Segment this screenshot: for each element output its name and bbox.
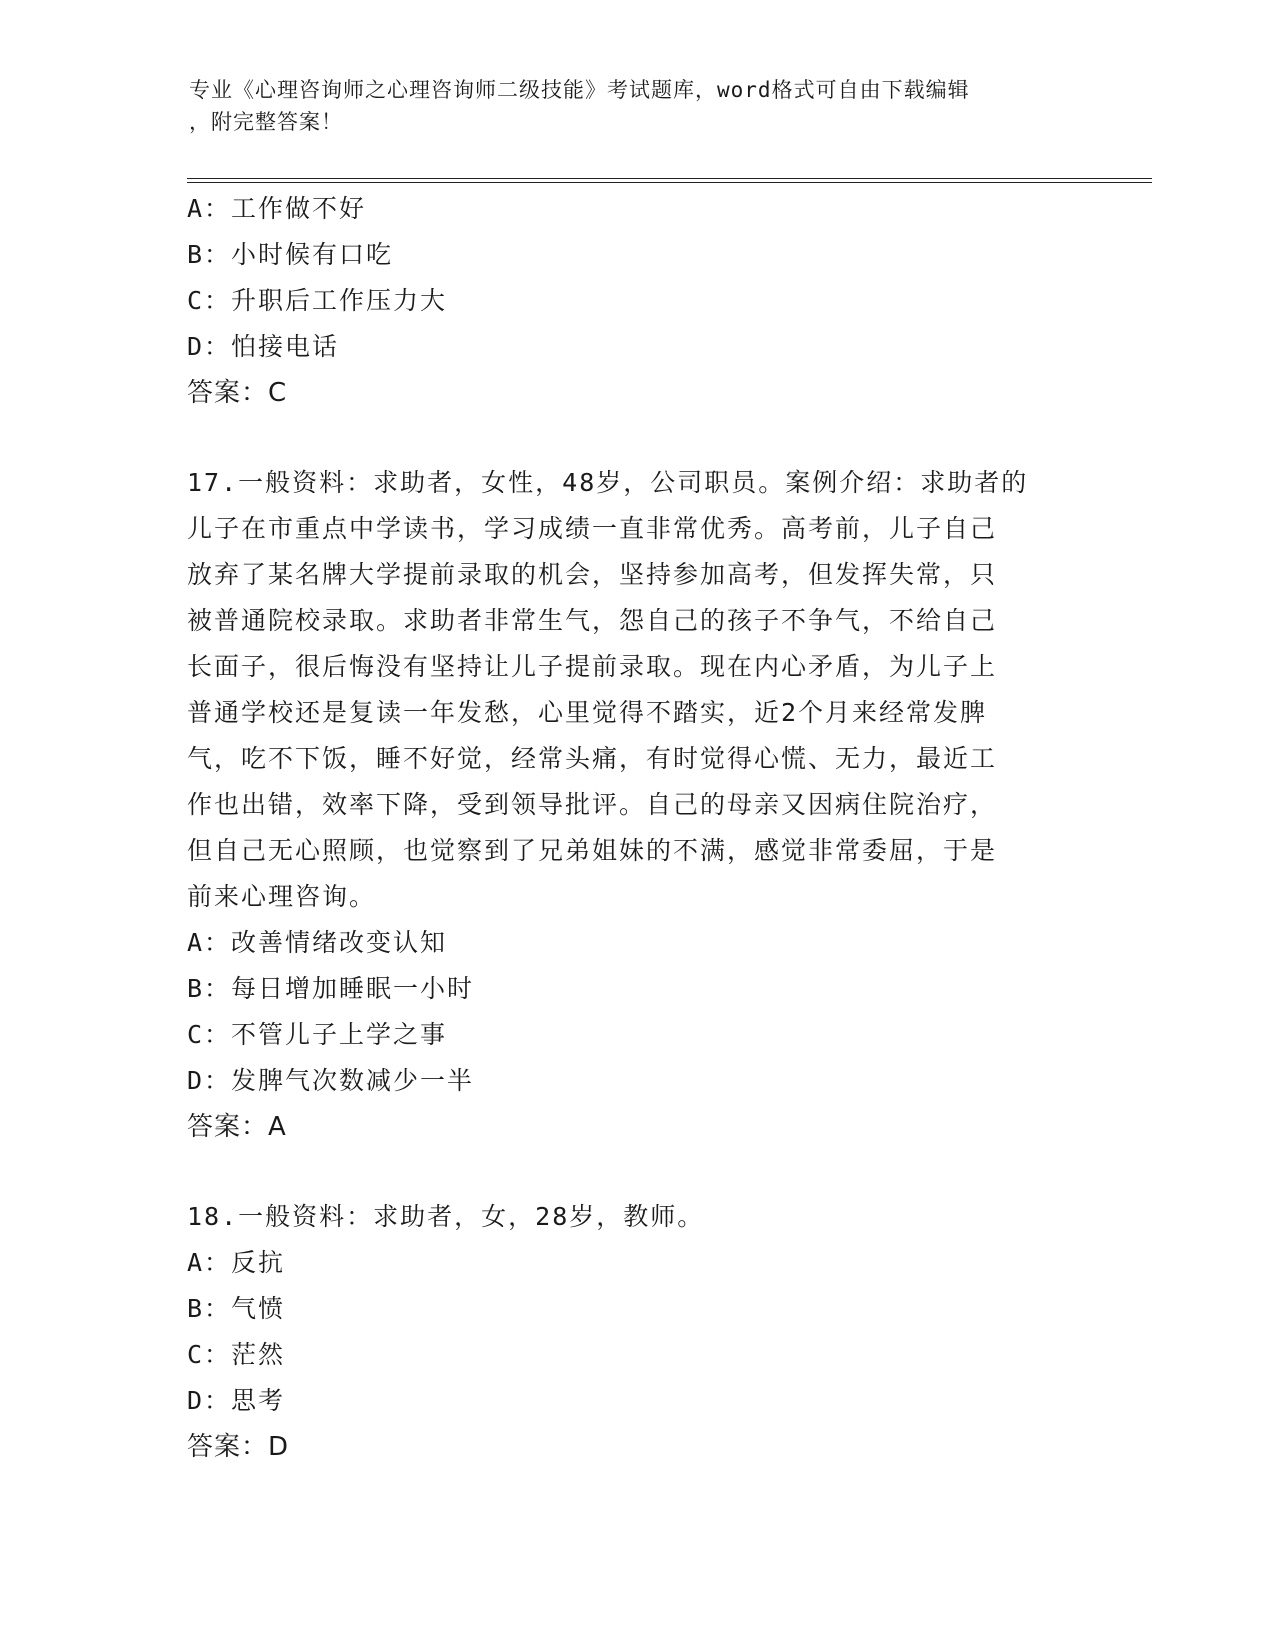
question-content [187, 186, 1087, 1470]
stem-line: 气，吃不下饭，睡不好觉，经常头痛，有时觉得心慌、无力，最近工 [187, 744, 998, 773]
option-b: B：小时候有口吃 [187, 240, 394, 269]
question-17-stem [187, 460, 1087, 920]
stem-line: 普通学校还是复读一年发愁，心里觉得不踏实，近2个月来经常发脾 [187, 698, 988, 727]
option-a: A：工作做不好 [187, 194, 367, 223]
stem-line: 放弃了某名牌大学提前录取的机会，坚持参加高考，但发挥失常，只 [187, 560, 998, 589]
option-d: D：怕接电话 [187, 332, 340, 361]
stem-line: 但自己无心照顾，也觉察到了兄弟姐妹的不满，感觉非常委屈，于是 [187, 836, 998, 865]
stem-line: 被普通院校录取。求助者非常生气，怨自己的孩子不争气，不给自己 [187, 606, 998, 635]
stem-line: 前来心理咨询。 [187, 882, 377, 911]
option-d: D：发脾气次数减少一半 [187, 1066, 475, 1095]
question-18-stem [187, 1194, 1087, 1240]
option-a: A：反抗 [187, 1248, 286, 1277]
header-line-2: ，附完整答案！ [189, 110, 343, 134]
option-a: A：改善情绪改变认知 [187, 928, 448, 957]
question-17-answer: 答案：A [187, 1112, 287, 1142]
document-header [189, 74, 1069, 138]
question-18-options [187, 1240, 1087, 1424]
option-b: B：气愤 [187, 1294, 286, 1323]
stem-line: 17.一般资料：求助者，女性，48岁，公司职员。案例介绍：求助者的 [187, 468, 1029, 497]
option-d: D：思考 [187, 1386, 286, 1415]
option-c: C：茫然 [187, 1340, 286, 1369]
stem-line: 作也出错，效率下降，受到领导批评。自己的母亲又因病住院治疗， [187, 790, 998, 819]
question-17-options [187, 920, 1087, 1104]
option-c: C：不管儿子上学之事 [187, 1020, 448, 1049]
header-line-1: 专业《心理咨询师之心理咨询师二级技能》考试题库，word格式可自由下载编辑 [189, 78, 970, 102]
question-18-answer: 答案：D [187, 1432, 290, 1462]
header-divider [187, 178, 1152, 183]
stem-line: 18.一般资料：求助者，女，28岁，教师。 [187, 1202, 705, 1231]
option-b: B：每日增加睡眠一小时 [187, 974, 475, 1003]
question-16-answer: 答案：C [187, 378, 288, 408]
question-16-options [187, 186, 1087, 370]
stem-line: 儿子在市重点中学读书，学习成绩一直非常优秀。高考前，儿子自己 [187, 514, 998, 543]
stem-line: 长面子，很后悔没有坚持让儿子提前录取。现在内心矛盾，为儿子上 [187, 652, 998, 681]
option-c: C：升职后工作压力大 [187, 286, 448, 315]
